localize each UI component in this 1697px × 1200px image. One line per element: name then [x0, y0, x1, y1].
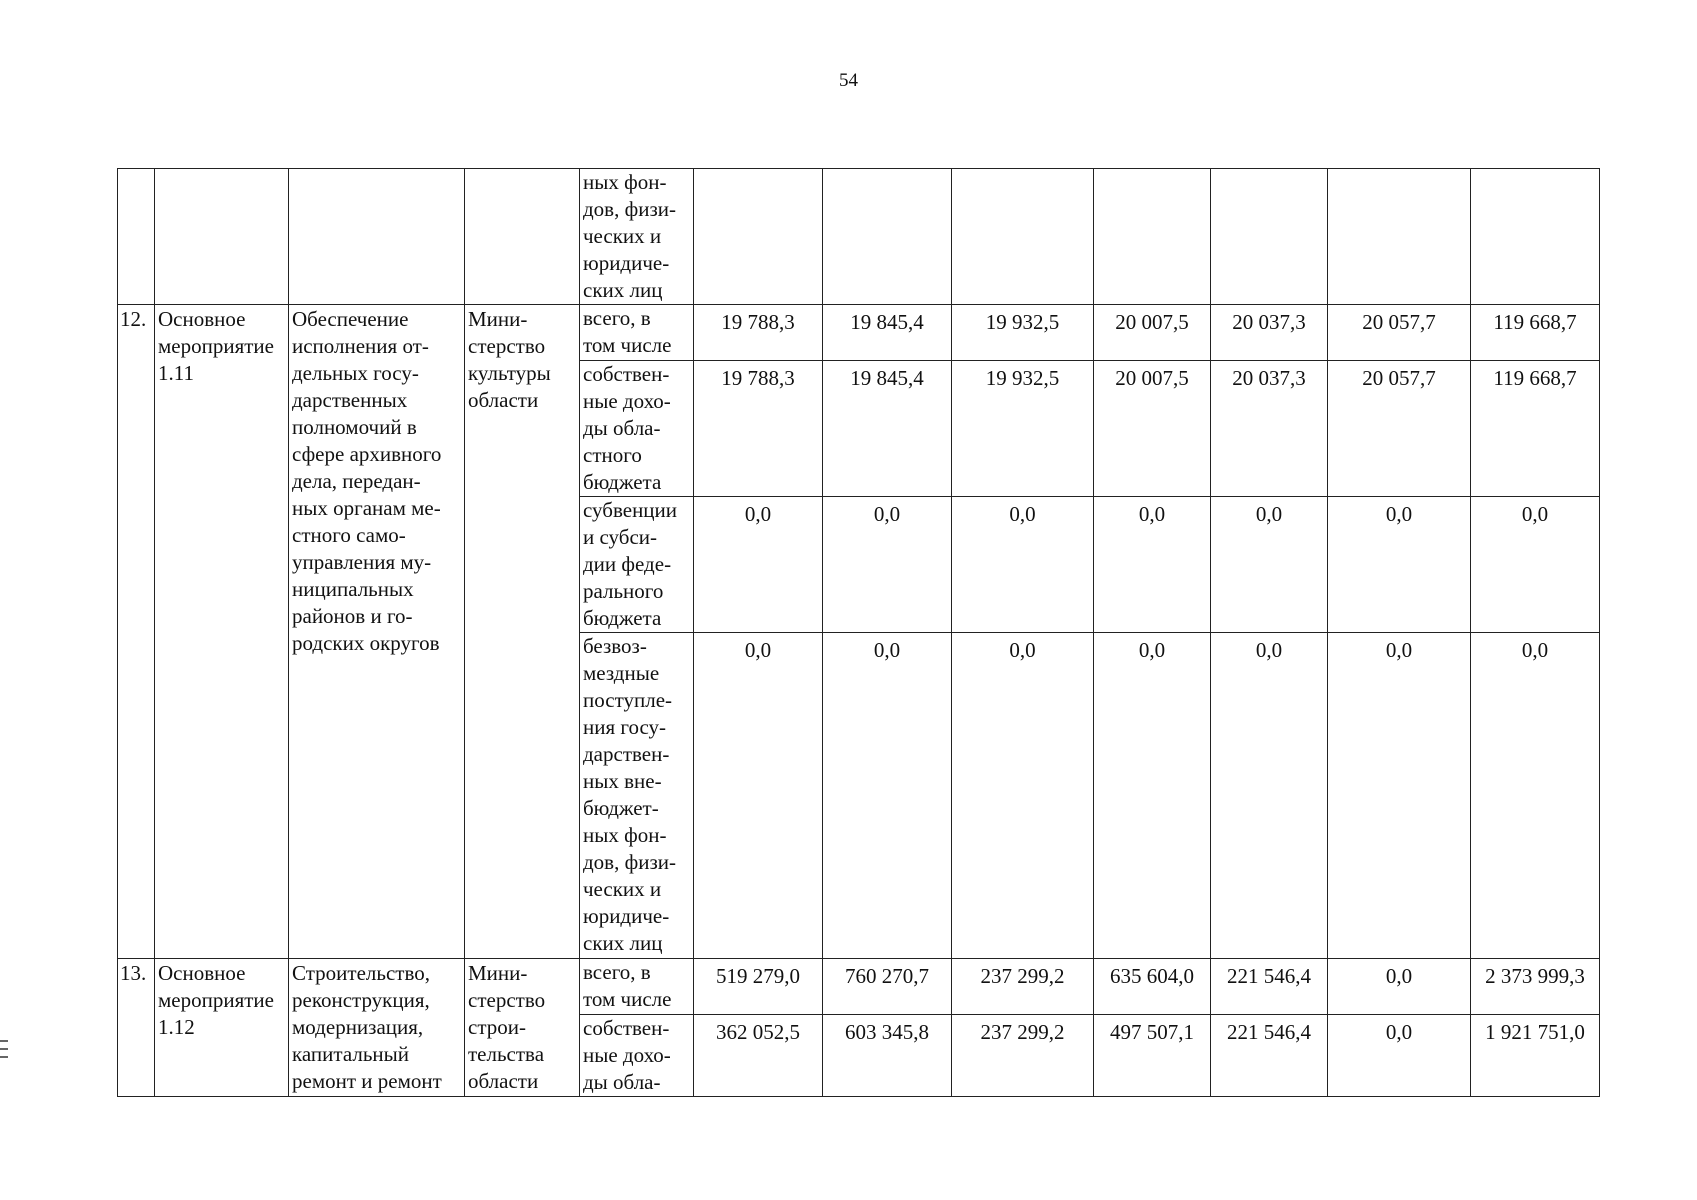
value-cell: 0,0 [823, 633, 952, 959]
row-number-cell [118, 169, 155, 305]
value-cell: 1 921 751,0 [1471, 1015, 1600, 1097]
budget-table [117, 168, 1600, 1097]
value-cell: 119 668,7 [1471, 305, 1600, 361]
value-cell: 0,0 [694, 497, 823, 633]
value-cell: 0,0 [1328, 497, 1471, 633]
executor-cell: Мини- стерство культуры области [465, 305, 580, 959]
funding-source-cell: всего, в том числе [580, 959, 694, 1015]
scan-mark [0, 1040, 8, 1042]
row-number-cell: 12. [118, 305, 155, 959]
funding-source-cell: субвенции и субси- дии феде- рального бюджета [580, 497, 694, 633]
value-cell: 20 007,5 [1094, 305, 1211, 361]
value-cell: 0,0 [1328, 1015, 1471, 1097]
page-number: 54 [839, 70, 858, 91]
value-cell [1094, 169, 1211, 305]
value-cell: 0,0 [1094, 633, 1211, 959]
value-cell: 760 270,7 [823, 959, 952, 1015]
value-cell: 362 052,5 [694, 1015, 823, 1097]
event-cell: Основное мероприятие 1.11 [155, 305, 289, 959]
value-cell: 0,0 [952, 633, 1094, 959]
description-cell [289, 169, 465, 305]
value-cell: 221 546,4 [1211, 1015, 1328, 1097]
value-cell: 519 279,0 [694, 959, 823, 1015]
value-cell: 0,0 [1471, 633, 1600, 959]
value-cell [952, 169, 1094, 305]
row-number-cell: 13. [118, 959, 155, 1097]
funding-source-cell: всего, в том числе [580, 305, 694, 361]
value-cell: 19 788,3 [694, 305, 823, 361]
value-cell: 0,0 [823, 497, 952, 633]
value-cell: 20 037,3 [1211, 305, 1328, 361]
value-cell: 20 007,5 [1094, 361, 1211, 497]
value-cell: 0,0 [1328, 959, 1471, 1015]
event-cell [155, 169, 289, 305]
description-cell: Строительство, реконструкция, модернизация, капитальный ремонт и ремонт [289, 959, 465, 1097]
value-cell: 19 845,4 [823, 361, 952, 497]
value-cell [1211, 169, 1328, 305]
value-cell: 19 788,3 [694, 361, 823, 497]
funding-source-cell: ных фон- дов, физи- ческих и юридиче- ских лиц [580, 169, 694, 305]
value-cell: 20 057,7 [1328, 361, 1471, 497]
value-cell: 0,0 [1211, 633, 1328, 959]
event-cell: Основное мероприятие 1.12 [155, 959, 289, 1097]
value-cell: 20 057,7 [1328, 305, 1471, 361]
value-cell: 497 507,1 [1094, 1015, 1211, 1097]
value-cell [1328, 169, 1471, 305]
executor-cell [465, 169, 580, 305]
table-row [118, 169, 1600, 305]
funding-source-cell: собствен- ные дохо- ды обла- [580, 1015, 694, 1097]
table-row [118, 305, 1600, 361]
value-cell: 603 345,8 [823, 1015, 952, 1097]
value-cell [1471, 169, 1600, 305]
value-cell: 0,0 [1094, 497, 1211, 633]
executor-cell: Мини- стерство строи- тельства области [465, 959, 580, 1097]
value-cell: 0,0 [1328, 633, 1471, 959]
table-row [118, 959, 1600, 1015]
value-cell [694, 169, 823, 305]
value-cell: 0,0 [952, 497, 1094, 633]
value-cell: 237 299,2 [952, 959, 1094, 1015]
value-cell: 0,0 [1211, 497, 1328, 633]
value-cell: 635 604,0 [1094, 959, 1211, 1015]
scan-mark [0, 1056, 8, 1058]
value-cell: 19 932,5 [952, 305, 1094, 361]
value-cell: 20 037,3 [1211, 361, 1328, 497]
value-cell: 237 299,2 [952, 1015, 1094, 1097]
value-cell: 2 373 999,3 [1471, 959, 1600, 1015]
funding-source-cell: безвоз- мездные поступле- ния госу- дарствен- ных вне- бюджет- ных фон- дов, физи- ческих и юридиче- ских лиц [580, 633, 694, 959]
funding-source-cell: собствен- ные дохо- ды обла- стного бюджета [580, 361, 694, 497]
value-cell: 221 546,4 [1211, 959, 1328, 1015]
value-cell: 0,0 [1471, 497, 1600, 633]
value-cell: 0,0 [694, 633, 823, 959]
scan-mark [0, 1048, 8, 1050]
value-cell: 119 668,7 [1471, 361, 1600, 497]
scan-edge-marks [0, 1040, 12, 1064]
value-cell: 19 845,4 [823, 305, 952, 361]
value-cell [823, 169, 952, 305]
value-cell: 19 932,5 [952, 361, 1094, 497]
description-cell: Обеспечение исполнения от- дельных госу- дарственных полномочий в сфере архивного дела, передан- ных органам ме- стного само- управления му- ниципальных районов и го- родских округов [289, 305, 465, 959]
